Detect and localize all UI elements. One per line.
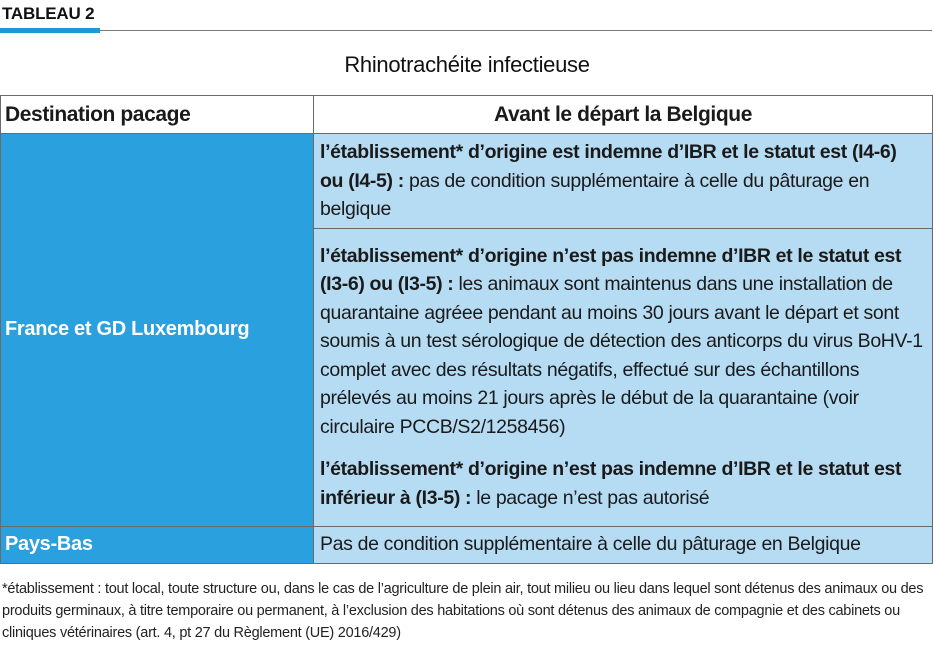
column-header-conditions: Avant le départ la Belgique	[314, 96, 933, 134]
table-number-label: TABLEAU 2	[2, 4, 95, 23]
table-header-row	[1, 96, 933, 134]
accent-bar	[0, 28, 100, 33]
destination-cell-france-luxembourg: France et GD Luxembourg	[1, 134, 314, 527]
spacer	[320, 441, 924, 455]
condition-text: le pacage n’est pas autorisé	[471, 486, 710, 509]
header-divider	[100, 30, 932, 31]
table-row	[1, 134, 933, 229]
condition-cell-indemne	[314, 134, 933, 229]
table-row	[1, 526, 933, 563]
condition-cell-non-indemne	[314, 228, 933, 526]
destination-cell-pays-bas: Pays-Bas	[1, 526, 314, 563]
column-header-destination: Destination pacage	[1, 96, 314, 134]
condition-heading: l’établissement* d’origine n’est pas indemne d’IBR et le statut est inférieur à (I3-5) :	[320, 458, 902, 509]
condition-heading: l’établissement* d’origine est indemne d’IBR et le statut est (I4-6) ou (I4-5) :	[320, 141, 897, 192]
ibr-conditions-table	[0, 95, 933, 564]
footnote: *établissement : tout local, toute structure ou, dans le cas de l’agriculture de plein air, tout milieu ou lieu dans lequel sont détenus des animaux ou des produits germinaux, à titre temporaire ou permanent, à l’exclusion des habitations où sont détenus des animaux de compagnie et des cabinets ou cliniques vétérinaires (art. 4, pt 27 du Règlement (UE) 2016/429)	[2, 581, 924, 641]
condition-text: les animaux sont maintenus dans une installation de quarantaine agréee pendant au moins 30 jours avant le départ et sont soumis à un test sérologique de détection des anticorps du virus BoHV-1 complet avec des résultats négatifs, effectué sur des échantillons prélevés au moins 21 jours après le début de la quarantaine (voir circulaire PCCB/S2/1258456)	[320, 273, 923, 438]
condition-heading: l’établissement* d’origine n’est pas indemne d’IBR et le statut est (I3-6) ou (I3-5) :	[320, 244, 902, 296]
table-caption: Rhinotrachéite infectieuse	[344, 52, 590, 77]
condition-text: pas de condition supplémentaire à celle du pâturage en belgique	[320, 169, 870, 220]
condition-cell-pays-bas: Pas de condition supplémentaire à celle du pâturage en Belgique	[314, 526, 933, 563]
